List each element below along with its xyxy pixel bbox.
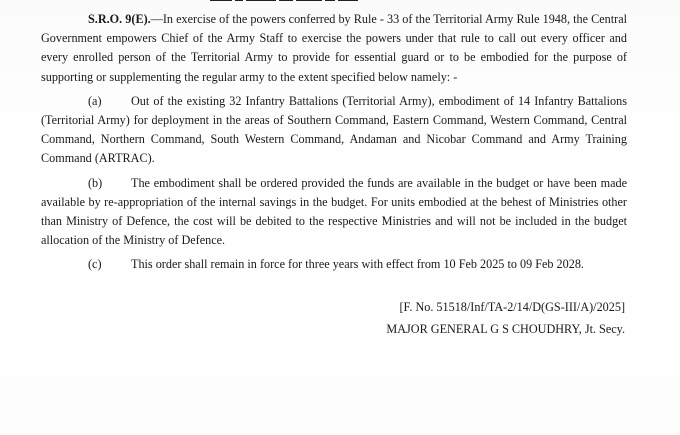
clause-text: The embodiment shall be ordered provided the funds are available in the budget or have been made available by re-appropriation of the internal savings in the budget. For units embodied at the behest of Ministries other than Ministry of Defence, the cost will be debited to the respective Ministries and will not be included in the budget allocation of the Ministry of Defence.: [41, 175, 627, 248]
clause-marker: (b): [88, 175, 103, 190]
cropped-text-fragment: [210, 0, 410, 4]
clause-marker: (c): [88, 257, 102, 272]
clause-a: [41, 92, 627, 169]
signature-block: [386, 296, 625, 340]
clause-marker: (a): [88, 93, 102, 108]
intro-text: —In exercise of the powers conferred by Rule - 33 of the Territorial Army Rule 1948, the Central Government empowers Chief of the Army Staff to exercise the powers under that rule to call out every officer and every enrolled person of the Territorial Army to provide for essential guard or to be embodied for the purpose of supporting or supplementing the regular army to the extent specified below namely: -: [41, 12, 627, 84]
file-number: [F. No. 51518/Inf/TA-2/14/D(GS-III/A)/2025]: [399, 300, 625, 314]
clause-text: Out of the existing 32 Infantry Battalions (Territorial Army), embodiment of 14 Infantry Battalions (Territorial Army) for deployment in the areas of Southern Command, Eastern Command, Western Command, Central Command, Northern Command, South Western Command, Andaman and Nicobar Command and Army Training Command (ARTRAC).: [41, 93, 627, 166]
clause-text: This order shall remain in force for three years with effect from 10 Feb 2025 to 09 Feb 2028.: [131, 257, 584, 272]
signatory: MAJOR GENERAL G S CHOUDHRY, Jt. Secy.: [386, 322, 625, 336]
clause-b: [41, 174, 627, 251]
intro-paragraph: [41, 10, 627, 87]
sro-heading: S.R.O. 9(E).: [88, 12, 151, 26]
document-body: [41, 10, 627, 280]
clause-c: [41, 255, 627, 274]
